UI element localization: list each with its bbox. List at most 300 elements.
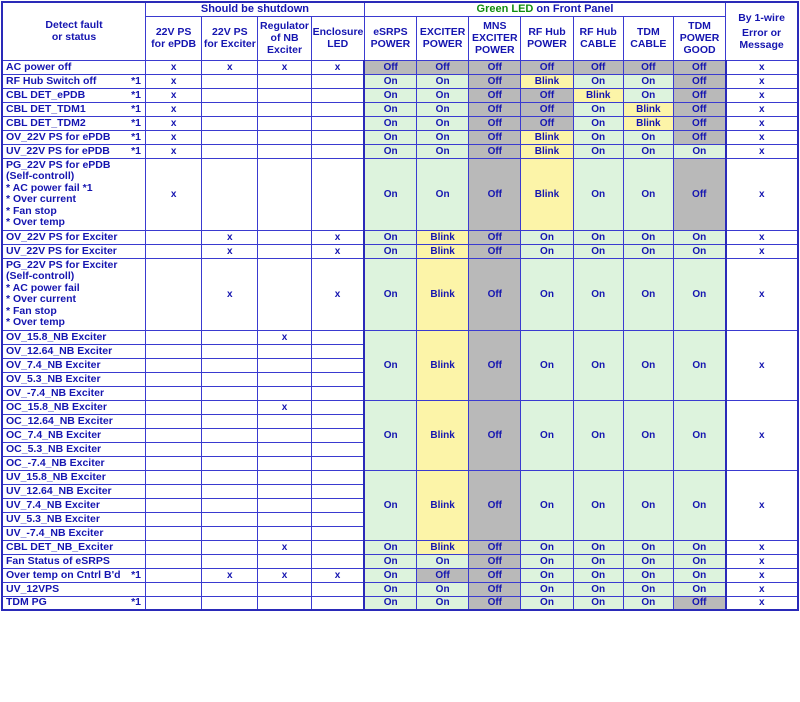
- cell-rf-hub-power: Off: [521, 60, 573, 74]
- cell-tdm-cable: On: [623, 158, 673, 230]
- cell-rf-hub-cable: On: [573, 540, 623, 554]
- row-label-line: PG_22V PS for Exciter: [6, 258, 118, 271]
- cell-22v-ps-epdb: [146, 470, 202, 484]
- row-label-line: * Fan stop: [6, 304, 57, 317]
- cell-tdm-cable: On: [623, 230, 673, 244]
- cell-error-or-message: x: [726, 88, 798, 102]
- cell-rf-hub-cable: On: [573, 116, 623, 130]
- cell-rf-hub-cable: On: [573, 130, 623, 144]
- row-label: OV_-7.4_NB Exciter: [2, 386, 146, 400]
- table-row: [2, 116, 798, 130]
- header-group-green-led-suffix: on Front Panel: [533, 2, 614, 15]
- cell-error-or-message: x: [726, 130, 798, 144]
- row-label: OC_15.8_NB Exciter: [2, 400, 146, 414]
- cell-mns-exciter-power: Off: [469, 596, 521, 610]
- cell-22v-ps-epdb: [146, 244, 202, 258]
- cell-rf-hub-power: Blink: [521, 144, 573, 158]
- cell-22v-ps-epdb: x: [146, 88, 202, 102]
- cell-exciter-power: Off: [417, 568, 469, 582]
- cell-rf-hub-cable: On: [573, 568, 623, 582]
- cell-22v-ps-exciter: [202, 372, 258, 386]
- cell-exciter-power: On: [417, 88, 469, 102]
- cell-error-or-message: x: [726, 400, 798, 470]
- cell-exciter-power: Blink: [417, 230, 469, 244]
- row-label: OV_7.4_NB Exciter: [2, 358, 146, 372]
- cell-error-or-message: x: [726, 330, 798, 400]
- cell-enclosure-led: [311, 158, 364, 230]
- cell-regulator-nb-exciter: [258, 554, 311, 568]
- cell-22v-ps-exciter: [202, 330, 258, 344]
- cell-22v-ps-exciter: [202, 526, 258, 540]
- cell-22v-ps-epdb: [146, 484, 202, 498]
- cell-enclosure-led: [311, 74, 364, 88]
- cell-regulator-nb-exciter: [258, 130, 311, 144]
- cell-rf-hub-power: Off: [521, 102, 573, 116]
- cell-mns-exciter-power: Off: [469, 400, 521, 470]
- table-row: [2, 540, 798, 554]
- cell-tdm-power-good: On: [673, 330, 725, 400]
- cell-rf-hub-power: On: [521, 400, 573, 470]
- h9l1: TDM: [636, 26, 660, 38]
- cell-tdm-cable: On: [623, 400, 673, 470]
- cell-regulator-nb-exciter: x: [258, 540, 311, 554]
- cell-error-or-message: x: [726, 470, 798, 540]
- cell-exciter-power: On: [417, 116, 469, 130]
- header-detect-fault-l1: Detect fault: [45, 19, 103, 32]
- cell-rf-hub-cable: On: [573, 400, 623, 470]
- row-label: UV_12VPS: [2, 582, 146, 596]
- table-row: [2, 596, 798, 610]
- cell-22v-ps-exciter: [202, 144, 258, 158]
- header-group-shutdown: Should be shutdown: [146, 2, 365, 16]
- h3l1: Enclosure: [312, 26, 364, 38]
- cell-regulator-nb-exciter: [258, 372, 311, 386]
- cell-exciter-power: On: [417, 582, 469, 596]
- cell-enclosure-led: [311, 428, 364, 442]
- h0l1: 22V PS: [155, 26, 192, 38]
- cell-enclosure-led: x: [311, 258, 364, 330]
- header-col-mns-exciter-power: [469, 16, 521, 60]
- cell-22v-ps-epdb: [146, 540, 202, 554]
- cell-enclosure-led: [311, 442, 364, 456]
- cell-regulator-nb-exciter: [258, 526, 311, 540]
- cell-enclosure-led: x: [311, 230, 364, 244]
- h7l2: POWER: [527, 38, 567, 50]
- h1l1: 22V PS: [212, 26, 248, 38]
- cell-mns-exciter-power: Off: [469, 244, 521, 258]
- cell-exciter-power: On: [417, 554, 469, 568]
- cell-enclosure-led: x: [311, 244, 364, 258]
- cell-exciter-power: On: [417, 130, 469, 144]
- cell-regulator-nb-exciter: [258, 442, 311, 456]
- cell-22v-ps-exciter: x: [202, 258, 258, 330]
- cell-mns-exciter-power: Off: [469, 582, 521, 596]
- h6l3: POWER: [474, 44, 515, 56]
- cell-rf-hub-power: On: [521, 582, 573, 596]
- row-label: UV_15.8_NB Exciter: [2, 470, 146, 484]
- row-label: OV_22V PS for Exciter: [2, 230, 146, 244]
- cell-22v-ps-epdb: [146, 596, 202, 610]
- cell-tdm-power-good: On: [673, 582, 725, 596]
- cell-tdm-power-good: On: [673, 144, 725, 158]
- row-label-line: * Fan stop: [6, 204, 57, 217]
- cell-regulator-nb-exciter: [258, 470, 311, 484]
- cell-enclosure-led: [311, 116, 364, 130]
- cell-exciter-power: Blink: [417, 540, 469, 554]
- row-label-line: * AC power fail *1: [6, 181, 93, 194]
- cell-regulator-nb-exciter: [258, 512, 311, 526]
- cell-esrps-power: On: [364, 596, 416, 610]
- cell-exciter-power: On: [417, 158, 469, 230]
- cell-rf-hub-power: Blink: [521, 74, 573, 88]
- header-group-green-led-prefix: Green LED: [476, 2, 534, 15]
- cell-enclosure-led: [311, 498, 364, 512]
- table-row: [2, 230, 798, 244]
- h10l2: POWER: [679, 32, 720, 44]
- cell-enclosure-led: [311, 130, 364, 144]
- cell-esrps-power: On: [364, 88, 416, 102]
- cell-regulator-nb-exciter: [258, 386, 311, 400]
- cell-22v-ps-epdb: [146, 442, 202, 456]
- cell-enclosure-led: [311, 484, 364, 498]
- cell-mns-exciter-power: Off: [469, 102, 521, 116]
- cell-enclosure-led: [311, 330, 364, 344]
- header-col11-l1: Error or: [742, 26, 782, 39]
- cell-22v-ps-epdb: [146, 414, 202, 428]
- cell-regulator-nb-exciter: [258, 116, 311, 130]
- header-group-by-1-wire: [726, 2, 798, 60]
- table-row: [2, 130, 798, 144]
- cell-tdm-power-good: On: [673, 470, 725, 540]
- row-label: [2, 258, 146, 330]
- h2l2: of NB: [270, 32, 299, 44]
- header-detect-fault-l2: or status: [51, 31, 97, 44]
- cell-mns-exciter-power: Off: [469, 144, 521, 158]
- cell-22v-ps-exciter: [202, 456, 258, 470]
- header-col-exciter-power: [417, 16, 469, 60]
- cell-mns-exciter-power: Off: [469, 230, 521, 244]
- cell-regulator-nb-exciter: [258, 344, 311, 358]
- cell-22v-ps-epdb: [146, 230, 202, 244]
- row-label: OC_12.64_NB Exciter: [2, 414, 146, 428]
- cell-regulator-nb-exciter: x: [258, 330, 311, 344]
- cell-rf-hub-cable: On: [573, 596, 623, 610]
- cell-22v-ps-exciter: [202, 512, 258, 526]
- h10l1: TDM: [688, 20, 711, 32]
- row-footnote-marker: *1: [131, 74, 142, 87]
- cell-rf-hub-cable: On: [573, 144, 623, 158]
- cell-regulator-nb-exciter: [258, 258, 311, 330]
- cell-mns-exciter-power: Off: [469, 130, 521, 144]
- cell-rf-hub-power: Blink: [521, 130, 573, 144]
- cell-rf-hub-cable: On: [573, 330, 623, 400]
- cell-esrps-power: On: [364, 470, 416, 540]
- cell-esrps-power: On: [364, 554, 416, 568]
- cell-22v-ps-exciter: [202, 442, 258, 456]
- row-label: OV_15.8_NB Exciter: [2, 330, 146, 344]
- cell-exciter-power: Blink: [417, 470, 469, 540]
- cell-22v-ps-epdb: [146, 372, 202, 386]
- cell-rf-hub-power: On: [521, 540, 573, 554]
- cell-tdm-power-good: Off: [673, 60, 725, 74]
- table-row: [2, 144, 798, 158]
- cell-enclosure-led: [311, 144, 364, 158]
- cell-22v-ps-exciter: x: [202, 568, 258, 582]
- cell-regulator-nb-exciter: [258, 144, 311, 158]
- header-col-esrps-power: [364, 16, 416, 60]
- h3l2: LED: [327, 38, 349, 50]
- cell-tdm-power-good: Off: [673, 130, 725, 144]
- cell-tdm-cable: On: [623, 540, 673, 554]
- cell-exciter-power: On: [417, 144, 469, 158]
- row-label: CBL DET_TDM1 *1: [2, 102, 146, 116]
- cell-enclosure-led: x: [311, 568, 364, 582]
- cell-esrps-power: On: [364, 568, 416, 582]
- cell-enclosure-led: [311, 540, 364, 554]
- cell-esrps-power: On: [364, 74, 416, 88]
- cell-22v-ps-epdb: [146, 498, 202, 512]
- cell-tdm-power-good: Off: [673, 102, 725, 116]
- cell-exciter-power: Off: [417, 60, 469, 74]
- cell-22v-ps-epdb: x: [146, 130, 202, 144]
- cell-regulator-nb-exciter: [258, 582, 311, 596]
- cell-22v-ps-epdb: [146, 386, 202, 400]
- row-label-line: * AC power fail: [6, 281, 80, 294]
- cell-22v-ps-exciter: [202, 116, 258, 130]
- cell-enclosure-led: [311, 344, 364, 358]
- table-row: [2, 330, 798, 344]
- header-by-1-wire-label: By 1-wire: [738, 11, 785, 24]
- cell-mns-exciter-power: Off: [469, 568, 521, 582]
- cell-tdm-cable: On: [623, 596, 673, 610]
- cell-error-or-message: x: [726, 102, 798, 116]
- row-footnote-marker: *1: [131, 596, 142, 609]
- cell-tdm-power-good: Off: [673, 596, 725, 610]
- cell-tdm-cable: On: [623, 568, 673, 582]
- cell-tdm-cable: On: [623, 244, 673, 258]
- row-label: AC power off: [2, 60, 146, 74]
- cell-enclosure-led: [311, 526, 364, 540]
- cell-regulator-nb-exciter: x: [258, 60, 311, 74]
- header-col-enclosure-led: [311, 16, 364, 60]
- h1l2: for Exciter: [203, 38, 256, 50]
- cell-tdm-power-good: Off: [673, 74, 725, 88]
- cell-rf-hub-power: Off: [521, 116, 573, 130]
- cell-22v-ps-epdb: [146, 554, 202, 568]
- cell-mns-exciter-power: Off: [469, 554, 521, 568]
- cell-error-or-message: x: [726, 74, 798, 88]
- h4l1: eSRPS: [373, 26, 408, 38]
- row-label: UV_22V PS for Exciter: [2, 244, 146, 258]
- cell-22v-ps-epdb: [146, 330, 202, 344]
- h10l3: GOOD: [683, 44, 716, 56]
- cell-regulator-nb-exciter: [258, 596, 311, 610]
- row-label: UV_5.3_NB Exciter: [2, 512, 146, 526]
- cell-22v-ps-exciter: [202, 158, 258, 230]
- cell-esrps-power: On: [364, 330, 416, 400]
- table-row: [2, 400, 798, 414]
- cell-exciter-power: On: [417, 102, 469, 116]
- cell-tdm-power-good: On: [673, 400, 725, 470]
- cell-error-or-message: x: [726, 596, 798, 610]
- cell-tdm-cable: On: [623, 330, 673, 400]
- cell-22v-ps-exciter: [202, 414, 258, 428]
- cell-mns-exciter-power: Off: [469, 116, 521, 130]
- cell-exciter-power: Blink: [417, 330, 469, 400]
- cell-tdm-cable: On: [623, 470, 673, 540]
- header-group-row: [2, 2, 798, 16]
- cell-error-or-message: x: [726, 116, 798, 130]
- cell-mns-exciter-power: Off: [469, 158, 521, 230]
- cell-error-or-message: x: [726, 554, 798, 568]
- table-row: [2, 470, 798, 484]
- cell-22v-ps-epdb: x: [146, 158, 202, 230]
- header-col11-l2: Message: [739, 38, 784, 51]
- table-row: [2, 244, 798, 258]
- cell-enclosure-led: [311, 386, 364, 400]
- cell-rf-hub-cable: On: [573, 258, 623, 330]
- table-row: [2, 258, 798, 330]
- cell-22v-ps-epdb: [146, 400, 202, 414]
- cell-rf-hub-power: On: [521, 330, 573, 400]
- cell-exciter-power: On: [417, 596, 469, 610]
- cell-enclosure-led: [311, 582, 364, 596]
- row-label: OC_5.3_NB Exciter: [2, 442, 146, 456]
- cell-rf-hub-cable: On: [573, 230, 623, 244]
- cell-tdm-cable: Off: [623, 60, 673, 74]
- cell-enclosure-led: [311, 596, 364, 610]
- cell-mns-exciter-power: Off: [469, 330, 521, 400]
- row-footnote-marker: *1: [131, 568, 142, 581]
- row-label-line: * Over current: [6, 293, 77, 305]
- cell-enclosure-led: [311, 414, 364, 428]
- cell-enclosure-led: [311, 512, 364, 526]
- cell-22v-ps-exciter: [202, 344, 258, 358]
- row-label-line: (Self-controll): [6, 170, 75, 182]
- cell-22v-ps-epdb: x: [146, 60, 202, 74]
- cell-esrps-power: On: [364, 116, 416, 130]
- header-col-rf-hub-cable: [573, 16, 623, 60]
- cell-exciter-power: Blink: [417, 400, 469, 470]
- cell-exciter-power: On: [417, 74, 469, 88]
- cell-error-or-message: x: [726, 230, 798, 244]
- cell-esrps-power: On: [364, 102, 416, 116]
- cell-esrps-power: On: [364, 158, 416, 230]
- cell-esrps-power: Off: [364, 60, 416, 74]
- h4l2: POWER: [370, 38, 411, 50]
- table-row: [2, 88, 798, 102]
- table-row: [2, 102, 798, 116]
- row-label: OV_5.3_NB Exciter: [2, 372, 146, 386]
- cell-tdm-power-good: On: [673, 554, 725, 568]
- cell-22v-ps-epdb: x: [146, 74, 202, 88]
- fault-status-table: [1, 1, 799, 611]
- cell-enclosure-led: [311, 456, 364, 470]
- header-col-tdm-cable: [623, 16, 673, 60]
- cell-22v-ps-exciter: [202, 540, 258, 554]
- cell-enclosure-led: [311, 102, 364, 116]
- cell-tdm-power-good: On: [673, 568, 725, 582]
- cell-22v-ps-exciter: [202, 386, 258, 400]
- cell-tdm-power-good: On: [673, 540, 725, 554]
- cell-tdm-cable: On: [623, 582, 673, 596]
- header-group-green-led: [364, 2, 725, 16]
- cell-regulator-nb-exciter: [258, 456, 311, 470]
- cell-tdm-cable: On: [623, 258, 673, 330]
- cell-enclosure-led: x: [311, 60, 364, 74]
- cell-esrps-power: On: [364, 540, 416, 554]
- cell-tdm-cable: On: [623, 144, 673, 158]
- cell-rf-hub-power: On: [521, 258, 573, 330]
- row-label-line: PG_22V PS for ePDB: [6, 158, 111, 171]
- cell-enclosure-led: [311, 470, 364, 484]
- cell-regulator-nb-exciter: [258, 358, 311, 372]
- row-label: OC_7.4_NB Exciter: [2, 428, 146, 442]
- cell-22v-ps-exciter: [202, 130, 258, 144]
- cell-mns-exciter-power: Off: [469, 88, 521, 102]
- cell-22v-ps-epdb: [146, 526, 202, 540]
- cell-error-or-message: x: [726, 582, 798, 596]
- table-row: [2, 582, 798, 596]
- header-col-regulator-nb-exciter: [258, 16, 311, 60]
- cell-22v-ps-exciter: [202, 498, 258, 512]
- row-label: UV_-7.4_NB Exciter: [2, 526, 146, 540]
- table-row: [2, 74, 798, 88]
- cell-22v-ps-epdb: [146, 344, 202, 358]
- cell-rf-hub-power: On: [521, 554, 573, 568]
- h0l2: for ePDB: [151, 38, 197, 50]
- cell-tdm-cable: On: [623, 130, 673, 144]
- header-error-or-message: [727, 27, 796, 51]
- cell-rf-hub-power: On: [521, 470, 573, 540]
- cell-tdm-power-good: Off: [673, 158, 725, 230]
- cell-22v-ps-exciter: x: [202, 60, 258, 74]
- header-col-tdm-power-good: [673, 16, 725, 60]
- cell-rf-hub-power: Blink: [521, 158, 573, 230]
- table-row: [2, 60, 798, 74]
- cell-rf-hub-power: On: [521, 568, 573, 582]
- cell-tdm-power-good: On: [673, 244, 725, 258]
- cell-esrps-power: On: [364, 244, 416, 258]
- cell-22v-ps-exciter: [202, 88, 258, 102]
- cell-22v-ps-exciter: [202, 428, 258, 442]
- row-label: CBL DET_TDM2 *1: [2, 116, 146, 130]
- cell-regulator-nb-exciter: [258, 484, 311, 498]
- table-row: [2, 568, 798, 582]
- h5l2: POWER: [422, 38, 463, 50]
- cell-rf-hub-power: On: [521, 230, 573, 244]
- cell-rf-hub-power: On: [521, 596, 573, 610]
- cell-rf-hub-cable: On: [573, 244, 623, 258]
- cell-22v-ps-exciter: x: [202, 244, 258, 258]
- cell-mns-exciter-power: Off: [469, 540, 521, 554]
- cell-enclosure-led: [311, 358, 364, 372]
- cell-22v-ps-epdb: [146, 428, 202, 442]
- cell-rf-hub-power: On: [521, 244, 573, 258]
- row-label-line: * Over temp: [6, 316, 65, 328]
- h5l1: EXCITER: [419, 26, 466, 38]
- cell-mns-exciter-power: Off: [469, 470, 521, 540]
- cell-mns-exciter-power: Off: [469, 74, 521, 88]
- row-label: Over temp on Cntrl B'd *1: [2, 568, 146, 582]
- cell-tdm-cable: On: [623, 554, 673, 568]
- row-label-line: * Over temp: [6, 216, 65, 228]
- cell-rf-hub-power: Off: [521, 88, 573, 102]
- cell-enclosure-led: [311, 88, 364, 102]
- h8l2: CABLE: [580, 38, 617, 50]
- cell-error-or-message: x: [726, 158, 798, 230]
- cell-exciter-power: Blink: [417, 244, 469, 258]
